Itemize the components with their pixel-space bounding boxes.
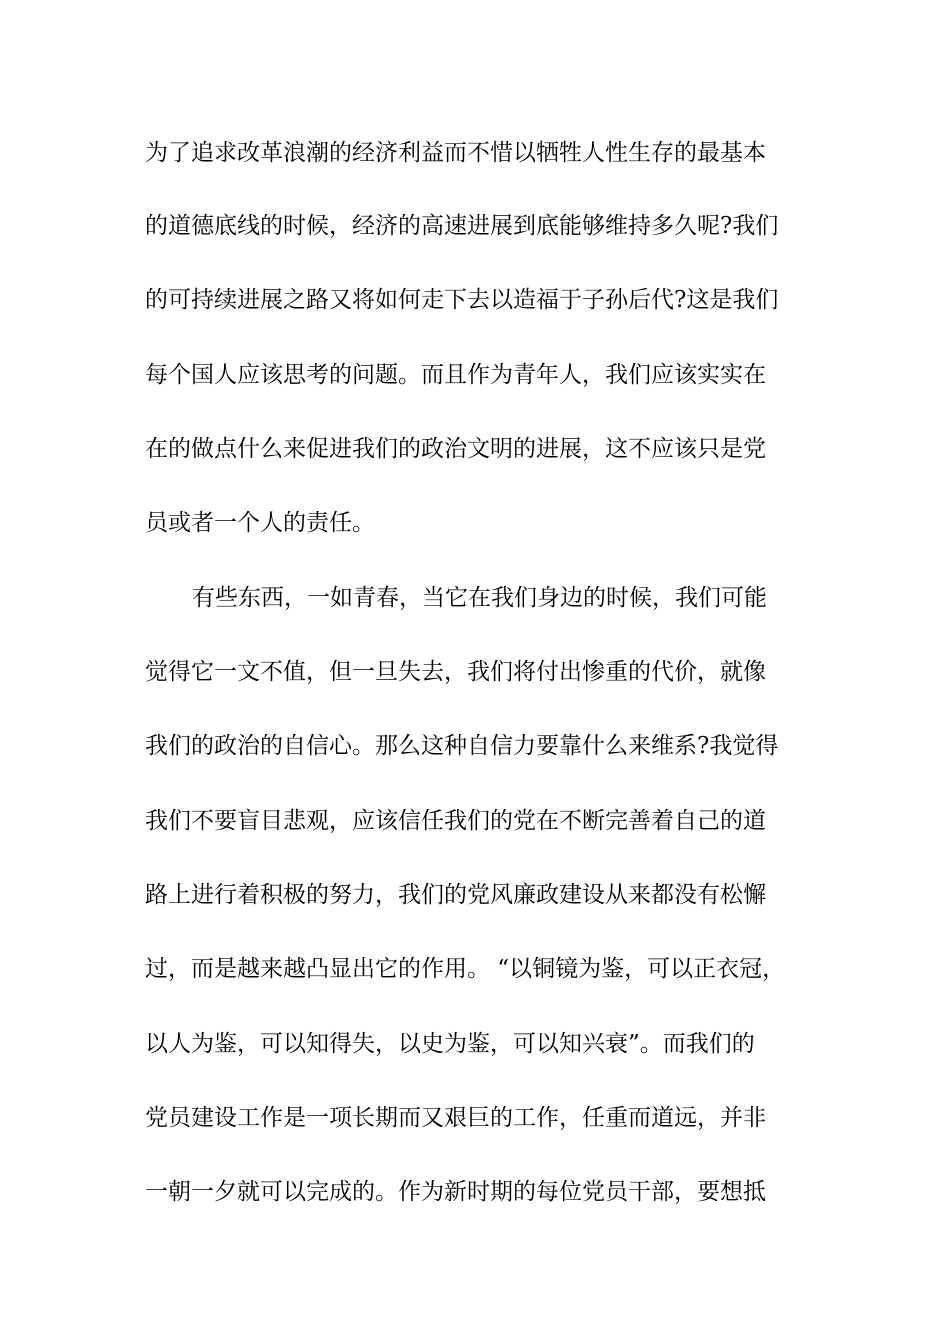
paragraph-first-line: 有些东西，一如青春，当它在我们身边的时候，我们可能: [192, 585, 767, 611]
text-line: 以人为鉴，可以知得失，以史为鉴，可以知兴衰”。而我们的: [145, 1031, 755, 1057]
text-line: 一朝一夕就可以完成的。作为新时期的每位党员干部，要想抵: [145, 1179, 766, 1205]
text-line: 党员建设工作是一项长期而又艰巨的工作，任重而道远，并非: [145, 1105, 766, 1131]
text-line: 路上进行着积极的努力，我们的党风廉政建设从来都没有松懈: [145, 882, 766, 908]
text-line: 觉得它一文不值，但一旦失去，我们将付出惨重的代价，就像: [145, 659, 766, 685]
text-line: 我们的政治的自信心。那么这种自信力要靠什么来维系?我觉得: [145, 733, 779, 759]
text-line: 过，而是越来越凸显出它的作用。 “以铜镜为鉴，可以正衣冠，: [145, 956, 786, 982]
text-line: 员或者一个人的责任。: [145, 510, 375, 536]
text-line: 为了追求改革浪潮的经济利益而不惜以牺牲人性生存的最基本: [145, 140, 766, 166]
text-line: 的可持续进展之路又将如何走下去以造福于子孙后代?这是我们: [145, 287, 779, 313]
text-line: 在的做点什么来促进我们的政治文明的进展，这不应该只是党: [145, 436, 766, 462]
text-line: 我们不要盲目悲观，应该信任我们的党在不断完善着自己的道: [145, 808, 766, 834]
text-line: 每个国人应该思考的问题。而且作为青年人，我们应该实实在: [145, 362, 766, 388]
text-line: 的道德底线的时候，经济的高速进展到底能够维持多久呢?我们: [145, 213, 779, 239]
